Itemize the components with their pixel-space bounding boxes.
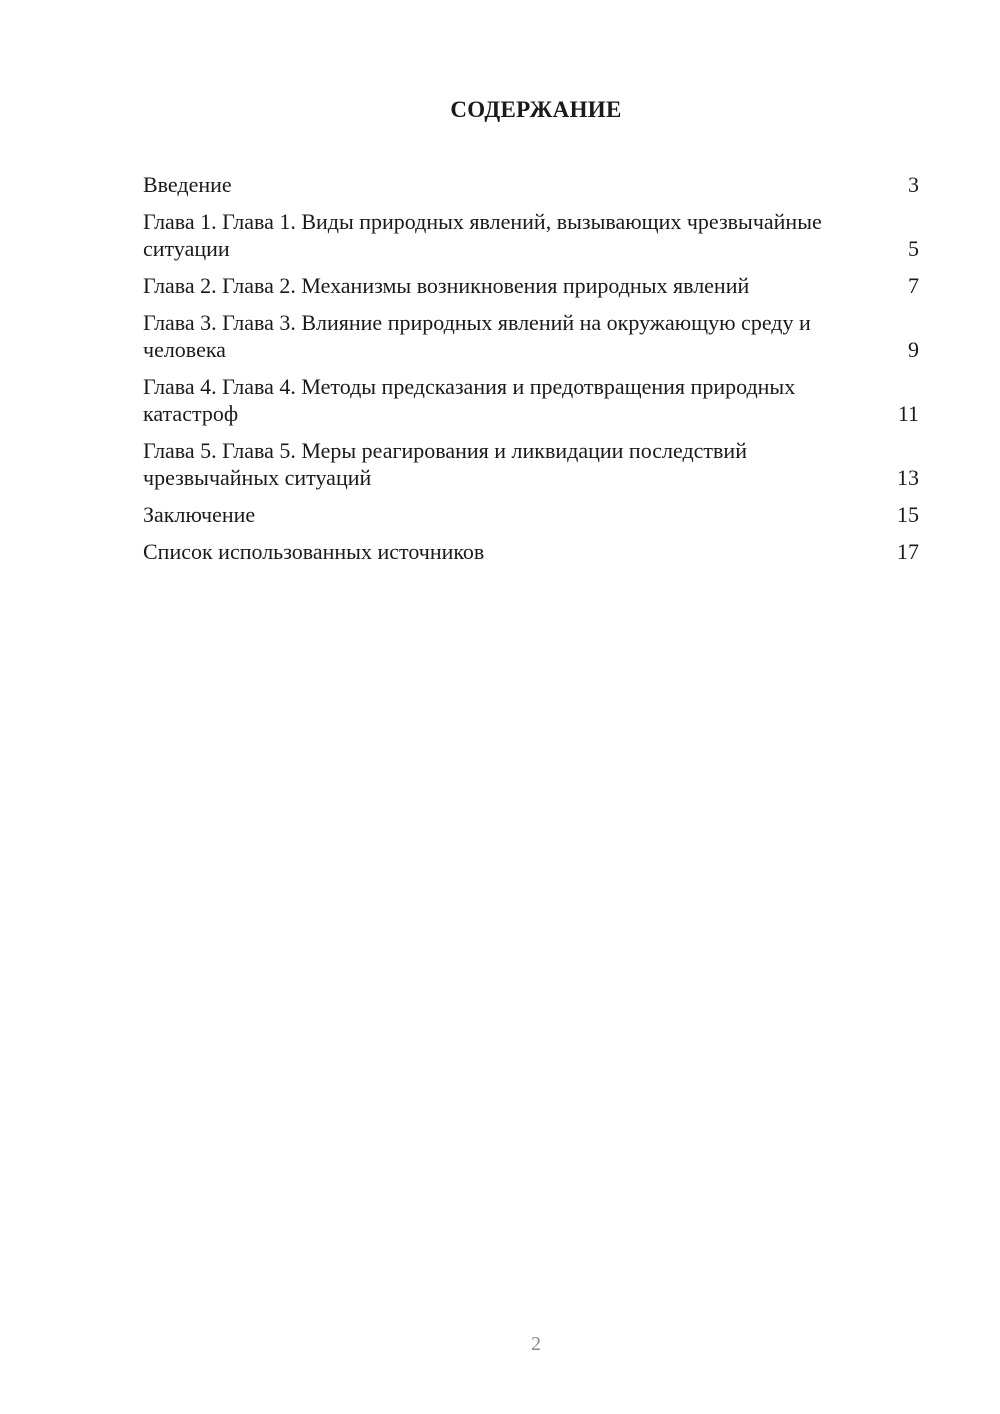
toc-entry-text: Глава 4. Глава 4. Методы предсказания и предотвращения природных катастроф [143,374,796,426]
toc-entry-text: Глава 2. Глава 2. Механизмы возникновения природных явлений [143,273,750,298]
toc-entry-chapter-4 [143,373,919,427]
toc-entry-text: Глава 3. Глава 3. Влияние природных явлений на окружающую среду и человека [143,310,811,362]
page-number: 2 [531,1333,541,1355]
toc-entry-references [143,538,919,565]
toc-entry-page: 5 [908,236,919,261]
toc-entry-page: 9 [908,337,919,362]
toc-entry-text: Заключение [143,502,256,527]
toc-entry-page: 3 [908,172,919,197]
toc-entry-text: Список использованных источников [143,539,485,564]
toc-entry-text: Глава 1. Глава 1. Виды природных явлений, вызывающих чрезвычайные ситуации [143,209,822,261]
table-of-contents [143,171,919,575]
toc-title: СОДЕРЖАНИЕ [450,97,622,122]
toc-entry-chapter-1 [143,208,919,262]
toc-entry-page: 15 [897,502,919,527]
toc-entry-conclusion [143,501,919,528]
toc-entry-page: 11 [897,401,919,426]
toc-entry-page: 13 [897,465,919,490]
toc-entry-text: Глава 5. Глава 5. Меры реагирования и ликвидации последствий чрезвычайных ситуаций [143,438,747,490]
toc-entry-chapter-2 [143,272,919,299]
toc-entry-chapter-5 [143,437,919,491]
toc-entry-chapter-3 [143,309,919,363]
toc-entry-page: 7 [908,273,919,298]
toc-entry-introduction [143,171,919,198]
toc-entry-page: 17 [897,539,919,564]
toc-entry-text: Введение [143,172,232,197]
